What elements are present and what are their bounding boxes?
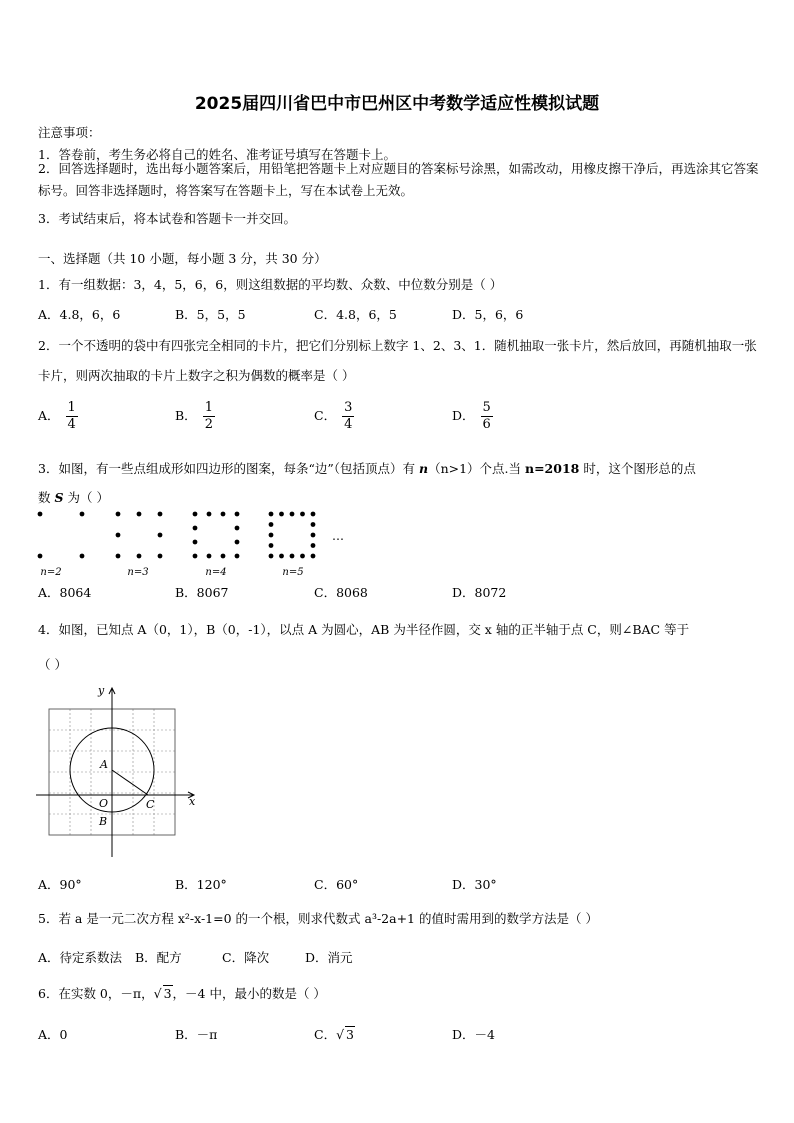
q5-option-a[interactable]: A．待定系数法 bbox=[38, 950, 123, 965]
label-a: A bbox=[100, 758, 108, 771]
q3-caption-n3: n=3 bbox=[127, 567, 149, 578]
q2-option-a[interactable] bbox=[38, 400, 78, 433]
question-2-stem: 2．一个不透明的袋中有四张完全相同的卡片，把它们分别标上数字 1、2、3、1．随机抽取一张卡片，然后放回，再随机抽取一张卡片，则两次抽取的卡片上数字之积为偶数的概率是（ ） bbox=[38, 338, 757, 383]
q2-option-c-fraction bbox=[342, 400, 354, 433]
pattern-dot bbox=[235, 540, 240, 545]
q3-n-symbol: n bbox=[418, 461, 429, 476]
q1-option-a[interactable]: A．4.8，6，6 bbox=[38, 307, 121, 322]
q2-option-b-numerator: 1 bbox=[204, 400, 213, 415]
q3-stem-part-b: 个点.当 bbox=[479, 461, 525, 476]
pattern-dot bbox=[269, 533, 274, 538]
note-item-2: 2．回答选择题时，选出每小题答案后，用铅笔把答题卡上对应题目的答案标号涂黑，如需改动，用橡皮擦干净后，再选涂其它答案标号。回答非选择题时，将答案写在答题卡上，写在本试卷上无效。 bbox=[38, 161, 759, 198]
q2-option-b-label: B． bbox=[175, 408, 197, 423]
q2-option-a-label: A． bbox=[38, 408, 60, 423]
question-3-stem-line-1 bbox=[38, 459, 696, 477]
label-b: B bbox=[99, 815, 108, 828]
q3-stem-part-a: 3．如图，有一些点组成形如四边形的图案，每条“边”（包括顶点）有 bbox=[38, 461, 419, 476]
note-item-1: 1．答卷前，考生务必将自己的姓名、准考证号填写在答题卡上。 bbox=[38, 147, 396, 162]
segment-ac bbox=[112, 770, 148, 795]
sqrt-sign: √ bbox=[153, 986, 162, 1001]
q3-caption-n5: n=5 bbox=[282, 567, 304, 578]
q1-option-b[interactable]: B．5，5，5 bbox=[175, 307, 246, 322]
pattern-dot bbox=[116, 512, 121, 517]
q2-option-b[interactable] bbox=[175, 400, 215, 433]
notes-header: 注意事项： bbox=[38, 125, 101, 140]
pattern-dot bbox=[80, 554, 85, 559]
label-y: y bbox=[98, 684, 105, 697]
section-heading: 一、选择题（共 10 小题，每小题 3 分，共 30 分） bbox=[38, 251, 327, 266]
q6-option-c-sqrt-value: 3 bbox=[346, 1027, 354, 1042]
pattern-dot bbox=[193, 554, 198, 559]
pattern-dot bbox=[38, 554, 43, 559]
sqrt-sign: √ bbox=[336, 1027, 345, 1042]
pattern-dot bbox=[269, 512, 274, 517]
q2-option-d-fraction bbox=[481, 400, 493, 433]
q2-option-d-numerator: 5 bbox=[482, 400, 491, 415]
q3-condition-2018: n=2018 bbox=[525, 461, 580, 476]
pattern-dot bbox=[300, 554, 305, 559]
q2-option-a-numerator: 1 bbox=[67, 400, 76, 415]
pattern-dot bbox=[300, 512, 305, 517]
label-c: C bbox=[146, 798, 155, 811]
pattern-dot bbox=[158, 533, 163, 538]
q3-option-a[interactable]: A．8064 bbox=[38, 585, 92, 600]
pattern-dot bbox=[290, 512, 295, 517]
q6-option-c[interactable] bbox=[314, 1025, 355, 1043]
pattern-dot bbox=[116, 533, 121, 538]
q6-option-c-label: C． bbox=[314, 1027, 337, 1042]
q3-condition: （n>1） bbox=[428, 461, 480, 476]
pattern-dot bbox=[235, 512, 240, 517]
pattern-dot bbox=[38, 512, 43, 517]
q2-option-d[interactable] bbox=[452, 400, 493, 433]
pattern-dot bbox=[207, 512, 212, 517]
pattern-dot bbox=[290, 554, 295, 559]
pattern-dot bbox=[207, 554, 212, 559]
q6-stem-part-a: 6．在实数 0，－π， bbox=[38, 986, 154, 1001]
q4-option-d[interactable]: D．30° bbox=[452, 877, 497, 892]
pattern-dot bbox=[269, 522, 274, 527]
question-3-stem-line-2 bbox=[38, 488, 109, 506]
question-1-stem: 1．有一组数据：3，4，5，6，6，则这组数据的平均数、众数、中位数分别是（ ） bbox=[38, 277, 503, 292]
pattern-dot bbox=[158, 512, 163, 517]
q2-option-a-fraction bbox=[66, 400, 78, 433]
q6-option-b[interactable]: B．－π bbox=[175, 1027, 218, 1042]
pattern-dot bbox=[269, 554, 274, 559]
pattern-dot bbox=[193, 512, 198, 517]
dot-groups bbox=[38, 512, 316, 559]
q2-option-c[interactable] bbox=[314, 400, 354, 433]
pattern-dot bbox=[221, 554, 226, 559]
q6-option-a[interactable]: A．0 bbox=[38, 1027, 68, 1042]
pattern-dot bbox=[158, 554, 163, 559]
q5-option-c[interactable]: C．降次 bbox=[222, 950, 270, 965]
q4-coordinate-figure bbox=[36, 682, 201, 860]
q5-option-b[interactable]: B．配方 bbox=[135, 950, 182, 965]
pattern-dot bbox=[279, 512, 284, 517]
q6-sqrt-value: 3 bbox=[163, 986, 172, 1001]
q6-stem-part-b: ，－4 中，最小的数是（ ） bbox=[172, 986, 326, 1001]
q3-stem-part-e: 为（ ） bbox=[63, 490, 109, 505]
q3-dot-pattern-figure bbox=[30, 507, 350, 579]
q3-option-c[interactable]: C．8068 bbox=[314, 585, 368, 600]
question-4-stem: 4．如图，已知点 A（0，1），B（0，-1），以点 A 为圆心，AB 为半径作圆，交 x 轴的正半轴于点 C，则∠BAC 等于 bbox=[38, 622, 690, 637]
pattern-dot bbox=[269, 543, 274, 548]
pattern-dot bbox=[279, 554, 284, 559]
pattern-dot bbox=[311, 533, 316, 538]
q4-option-b[interactable]: B．120° bbox=[175, 877, 227, 892]
q2-option-c-denominator: 4 bbox=[344, 417, 353, 432]
pattern-dot bbox=[137, 554, 142, 559]
q3-ellipsis: … bbox=[332, 529, 344, 543]
pattern-dot bbox=[311, 554, 316, 559]
pattern-dot bbox=[80, 512, 85, 517]
q3-caption-n2: n=2 bbox=[40, 567, 62, 578]
q4-option-c[interactable]: C．60° bbox=[314, 877, 359, 892]
q3-option-b[interactable]: B．8067 bbox=[175, 585, 229, 600]
pattern-dot bbox=[311, 522, 316, 527]
question-6-stem bbox=[38, 984, 326, 1002]
label-x: x bbox=[189, 795, 196, 808]
question-5-stem: 5．若 a 是一元二次方程 x²-x-1=0 的一个根，则求代数式 a³-2a+1 的值时需用到的数学方法是（ ） bbox=[38, 911, 598, 926]
note-item-3: 3．考试结束后，将本试卷和答题卡一并交回。 bbox=[38, 211, 296, 226]
q5-option-d[interactable]: D．消元 bbox=[305, 950, 353, 965]
q2-option-b-denominator: 2 bbox=[204, 417, 213, 432]
q3-stem-part-c: 时，这个图形总的点 bbox=[579, 461, 696, 476]
pattern-dot bbox=[221, 512, 226, 517]
q2-option-d-denominator: 6 bbox=[482, 417, 491, 432]
q6-option-d[interactable]: D．－4 bbox=[452, 1027, 495, 1042]
q3-stem-part-d: 数 bbox=[38, 490, 55, 505]
label-o: O bbox=[99, 797, 109, 810]
pattern-dot bbox=[235, 554, 240, 559]
q3-s-symbol: S bbox=[54, 490, 64, 505]
pattern-dot bbox=[311, 543, 316, 548]
pattern-dot bbox=[311, 512, 316, 517]
q2-option-c-label: C． bbox=[314, 408, 337, 423]
q2-option-d-label: D． bbox=[452, 408, 475, 423]
pattern-dot bbox=[137, 512, 142, 517]
page-title: 2025届四川省巴中市巴州区中考数学适应性模拟试题 bbox=[194, 94, 600, 114]
q2-option-a-denominator: 4 bbox=[67, 417, 76, 432]
q3-option-d[interactable]: D．8072 bbox=[452, 585, 507, 600]
q2-option-c-numerator: 3 bbox=[344, 400, 353, 415]
question-4-blank: （ ） bbox=[38, 657, 67, 672]
q1-option-c[interactable]: C．4.8，6，5 bbox=[314, 307, 397, 322]
pattern-dot bbox=[116, 554, 121, 559]
pattern-dot bbox=[235, 526, 240, 531]
q1-option-d[interactable]: D．5，6，6 bbox=[452, 307, 524, 322]
pattern-dot bbox=[193, 526, 198, 531]
q2-option-b-fraction bbox=[203, 400, 215, 433]
pattern-dot bbox=[193, 540, 198, 545]
q4-option-a[interactable]: A．90° bbox=[38, 877, 82, 892]
q3-caption-n4: n=4 bbox=[205, 567, 227, 578]
